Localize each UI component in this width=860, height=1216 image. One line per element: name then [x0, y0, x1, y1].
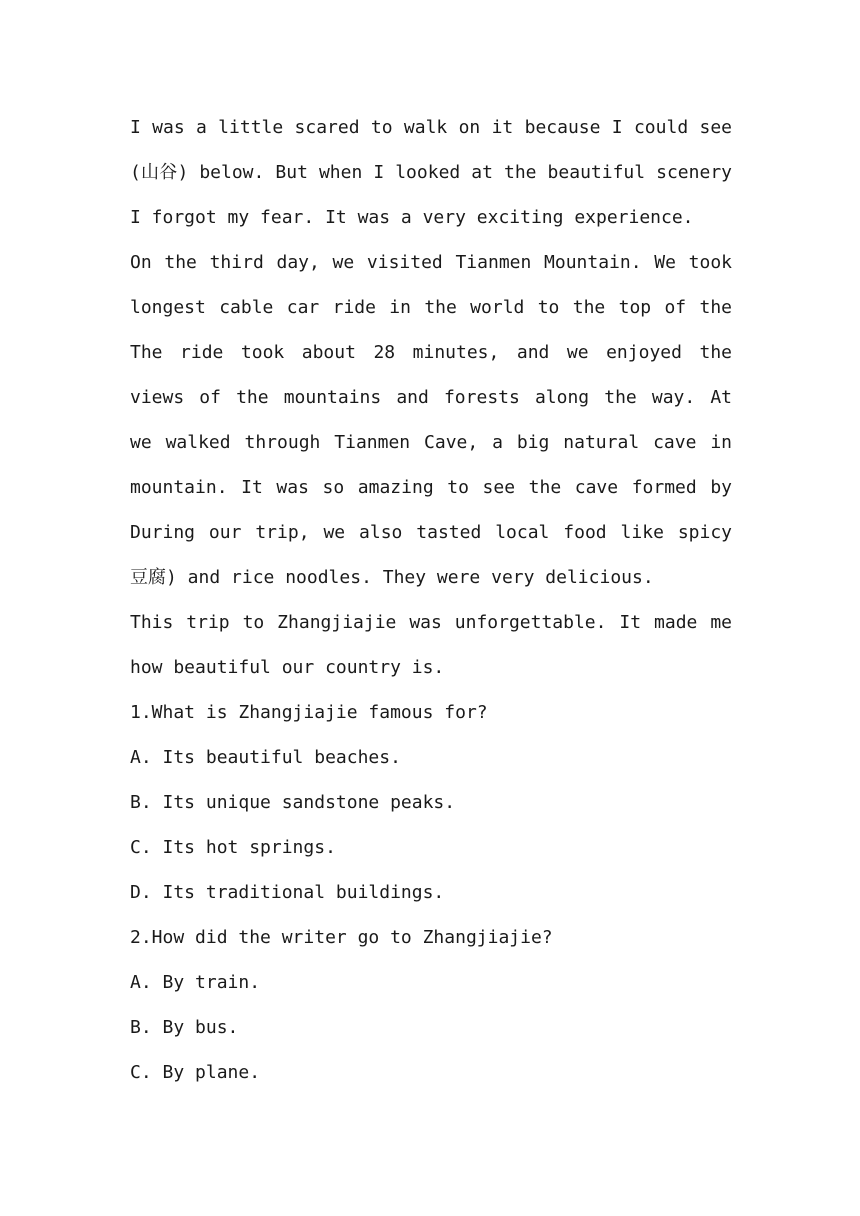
document-body	[130, 105, 732, 1095]
passage-line: longest cable car ride in the world to the top of the	[130, 297, 732, 318]
passage-line: 豆腐) and rice noodles. They were very delicious.	[130, 567, 654, 588]
passage-line: This trip to Zhangjiajie was unforgettable. It made me	[130, 612, 732, 633]
answer-option-a: A. By train.	[130, 972, 261, 993]
passage-line: mountain. It was so amazing to see the cave formed by	[130, 477, 732, 498]
passage-line: During our trip, we also tasted local food like spicy	[130, 522, 732, 543]
answer-option-c: C. By plane.	[130, 1062, 261, 1083]
question-stem: 1.What is Zhangjiajie famous for?	[130, 702, 488, 723]
passage-line: we walked through Tianmen Cave, a big natural cave in	[130, 432, 732, 453]
passage-line: On the third day, we visited Tianmen Mountain. We took	[130, 252, 732, 273]
answer-option-b: B. By bus.	[130, 1017, 239, 1038]
answer-option-a: A. Its beautiful beaches.	[130, 747, 401, 768]
reading-passage	[130, 105, 732, 690]
question-1	[130, 690, 732, 915]
passage-line: The ride took about 28 minutes, and we enjoyed the	[130, 342, 732, 363]
question-2	[130, 915, 732, 1095]
passage-line: views of the mountains and forests along the way. At	[130, 387, 732, 408]
answer-option-c: C. Its hot springs.	[130, 837, 336, 858]
question-stem: 2.How did the writer go to Zhangjiajie?	[130, 927, 553, 948]
passage-line: I was a little scared to walk on it because I could see	[130, 117, 732, 138]
answer-option-b: B. Its unique sandstone peaks.	[130, 792, 456, 813]
passage-line: I forgot my fear. It was a very exciting experience.	[130, 207, 694, 228]
passage-line: how beautiful our country is.	[130, 657, 445, 678]
passage-line: (山谷) below. But when I looked at the beautiful scenery	[130, 162, 732, 183]
answer-option-d: D. Its traditional buildings.	[130, 882, 445, 903]
